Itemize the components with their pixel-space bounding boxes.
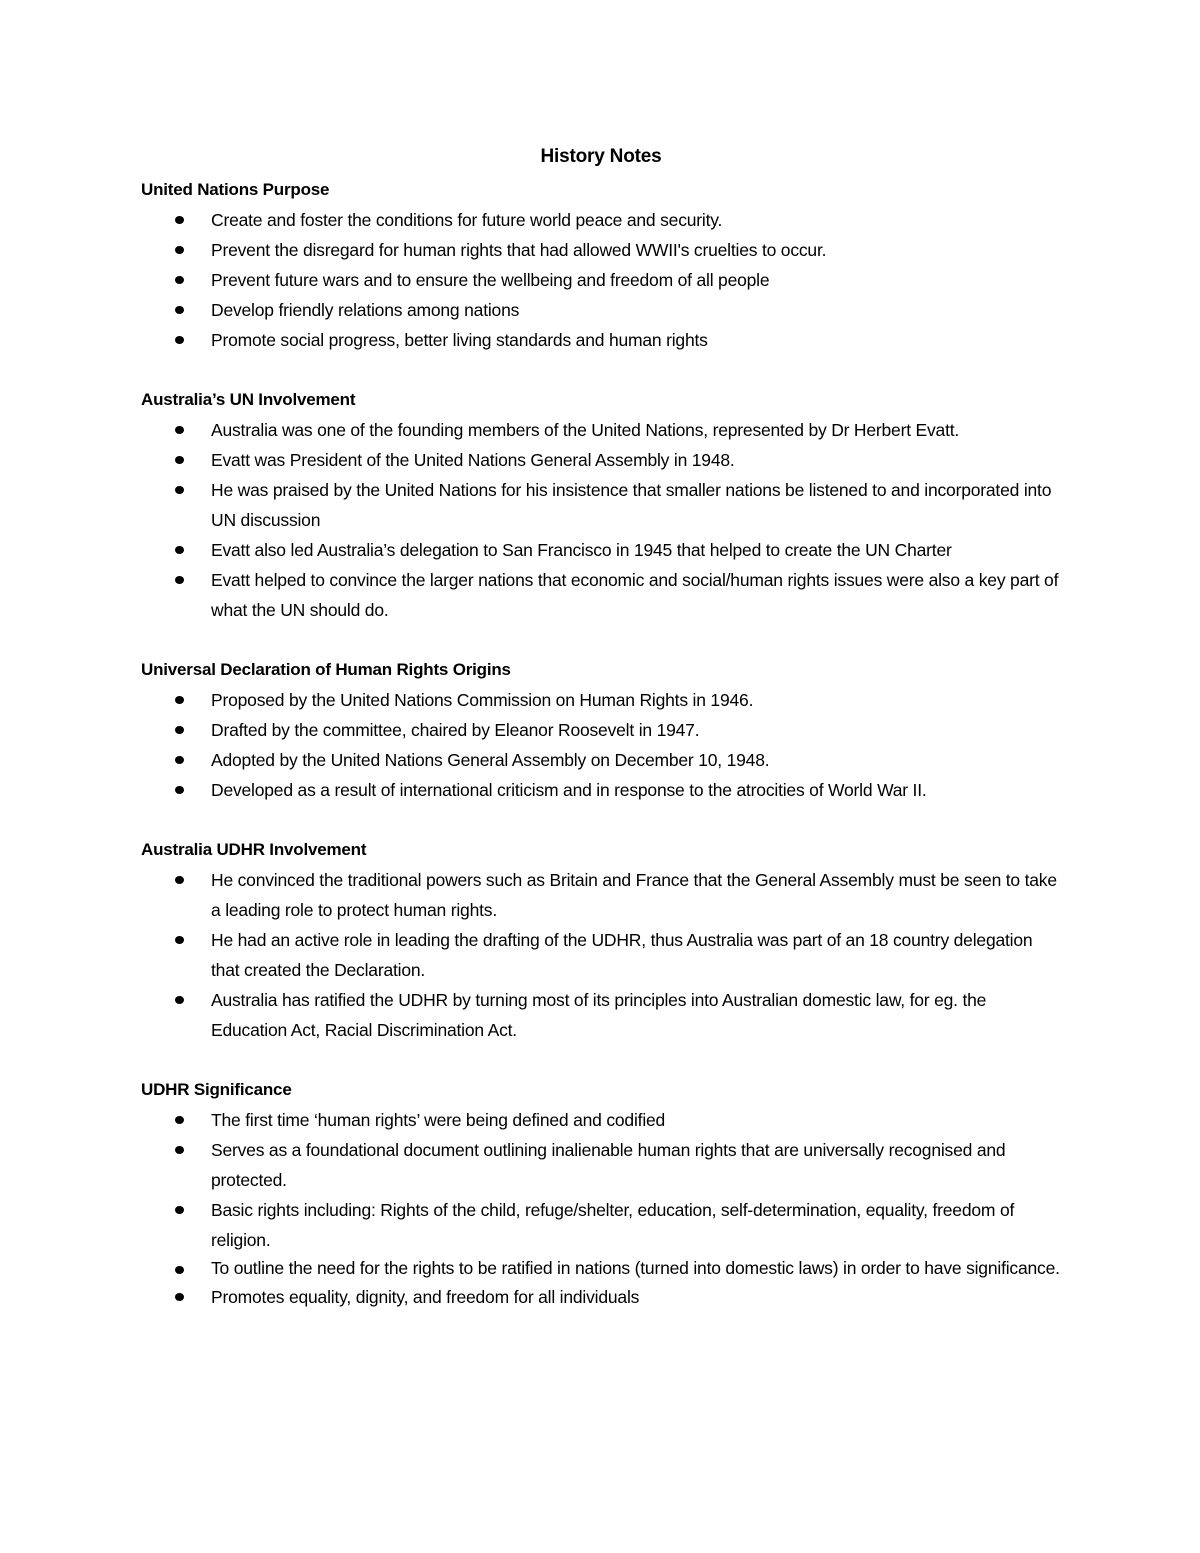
bullet-icon: [175, 486, 184, 494]
list-item-text: Serves as a foundational document outlining inalienable human rights that are universally recognised and protected.: [211, 1140, 1006, 1190]
list-item-text: Develop friendly relations among nations: [211, 300, 520, 320]
bullet-icon: [175, 456, 184, 464]
list-item-text: He had an active role in leading the drafting of the UDHR, thus Australia was part of an 18 country delegation that created the Declaration.: [211, 930, 1033, 980]
list-item: [141, 295, 1061, 325]
document-page: [141, 143, 1061, 1312]
bullet-icon: [175, 786, 184, 794]
list-item-text: Developed as a result of international criticism and in response to the atrocities of World War II.: [211, 780, 927, 800]
list-item-text: Create and foster the conditions for future world peace and security.: [211, 210, 723, 230]
list-item-text: He convinced the traditional powers such as Britain and France that the General Assembly must be seen to take a leading role to protect human rights.: [211, 870, 1057, 920]
bullet-icon: [175, 1293, 184, 1301]
bullet-list: [141, 205, 1061, 355]
bullet-icon: [175, 1206, 184, 1214]
bullet-list: [141, 865, 1061, 1045]
bullet-icon: [175, 996, 184, 1004]
list-item: [141, 265, 1061, 295]
list-item: [141, 565, 1061, 625]
bullet-icon: [175, 936, 184, 944]
list-item-text: Australia has ratified the UDHR by turning most of its principles into Australian domestic law, for eg. the Education Act, Racial Discrimination Act.: [211, 990, 987, 1040]
document-title: History Notes: [540, 146, 662, 167]
list-item: [141, 1195, 1061, 1255]
list-item-text: He was praised by the United Nations for his insistence that smaller nations be listened to and incorporated into UN discussion: [211, 480, 1052, 530]
list-item: [141, 1105, 1061, 1135]
bullet-icon: [175, 276, 184, 284]
section-united-nations-purpose: [141, 175, 1061, 355]
bullet-icon: [175, 216, 184, 224]
list-item-text: Promote social progress, better living standards and human rights: [211, 330, 708, 350]
bullet-icon: [175, 756, 184, 764]
bullet-icon: [175, 726, 184, 734]
section-heading: Australia UDHR Involvement: [141, 840, 367, 859]
bullet-list: [141, 415, 1061, 625]
bullet-icon: [175, 1146, 184, 1154]
section-heading: Australia’s UN Involvement: [141, 390, 356, 409]
bullet-icon: [175, 426, 184, 434]
list-item: [141, 775, 1061, 805]
list-item: [141, 415, 1061, 445]
list-item: [141, 235, 1061, 265]
section-australia-un-involvement: [141, 385, 1061, 625]
list-item: [141, 1135, 1061, 1195]
list-item: [141, 685, 1061, 715]
list-item: [141, 1255, 1061, 1282]
section-heading: UDHR Significance: [141, 1080, 292, 1099]
section-australia-udhr-involvement: [141, 835, 1061, 1045]
list-item: [141, 475, 1061, 535]
list-item-text: Australia was one of the founding members of the United Nations, represented by Dr Herbert Evatt.: [211, 420, 960, 440]
list-item-text: Evatt was President of the United Nations General Assembly in 1948.: [211, 450, 735, 470]
list-item: [141, 985, 1061, 1045]
list-item-text: Drafted by the committee, chaired by Eleanor Roosevelt in 1947.: [211, 720, 700, 740]
bullet-icon: [175, 696, 184, 704]
section-heading: United Nations Purpose: [141, 180, 330, 199]
list-item-text: Evatt also led Australia’s delegation to San Francisco in 1945 that helped to create the UN Charter: [211, 540, 952, 560]
list-item: [141, 745, 1061, 775]
bullet-icon: [175, 876, 184, 884]
bullet-icon: [175, 306, 184, 314]
list-item: [141, 1282, 1061, 1312]
list-item-text: Promotes equality, dignity, and freedom for all individuals: [211, 1287, 640, 1307]
section-udhr-significance: [141, 1075, 1061, 1312]
bullet-list: [141, 1105, 1061, 1312]
list-item-text: Prevent the disregard for human rights that had allowed WWII's cruelties to occur.: [211, 240, 827, 260]
list-item: [141, 715, 1061, 745]
list-item-text: Adopted by the United Nations General Assembly on December 10, 1948.: [211, 750, 770, 770]
list-item: [141, 445, 1061, 475]
bullet-icon: [175, 336, 184, 344]
bullet-icon: [175, 1116, 184, 1124]
list-item-text: Basic rights including: Rights of the child, refuge/shelter, education, self-determination, equality, freedom of religion.: [211, 1200, 1015, 1250]
list-item-text: To outline the need for the rights to be ratified in nations (turned into domestic laws) in order to have significance.: [211, 1258, 1060, 1278]
bullet-icon: [175, 1266, 184, 1274]
section-heading: Universal Declaration of Human Rights Origins: [141, 660, 511, 679]
list-item: [141, 925, 1061, 985]
list-item-text: The first time ‘human rights’ were being defined and codified: [211, 1110, 666, 1130]
list-item-text: Proposed by the United Nations Commission on Human Rights in 1946.: [211, 690, 754, 710]
list-item: [141, 205, 1061, 235]
bullet-icon: [175, 576, 184, 584]
list-item: [141, 325, 1061, 355]
list-item-text: Evatt helped to convince the larger nations that economic and social/human rights issues were also a key part of what the UN should do.: [211, 570, 1059, 620]
list-item: [141, 865, 1061, 925]
list-item: [141, 535, 1061, 565]
bullet-icon: [175, 546, 184, 554]
bullet-icon: [175, 246, 184, 254]
bullet-list: [141, 685, 1061, 805]
list-item-text: Prevent future wars and to ensure the wellbeing and freedom of all people: [211, 270, 770, 290]
section-udhr-origins: [141, 655, 1061, 805]
